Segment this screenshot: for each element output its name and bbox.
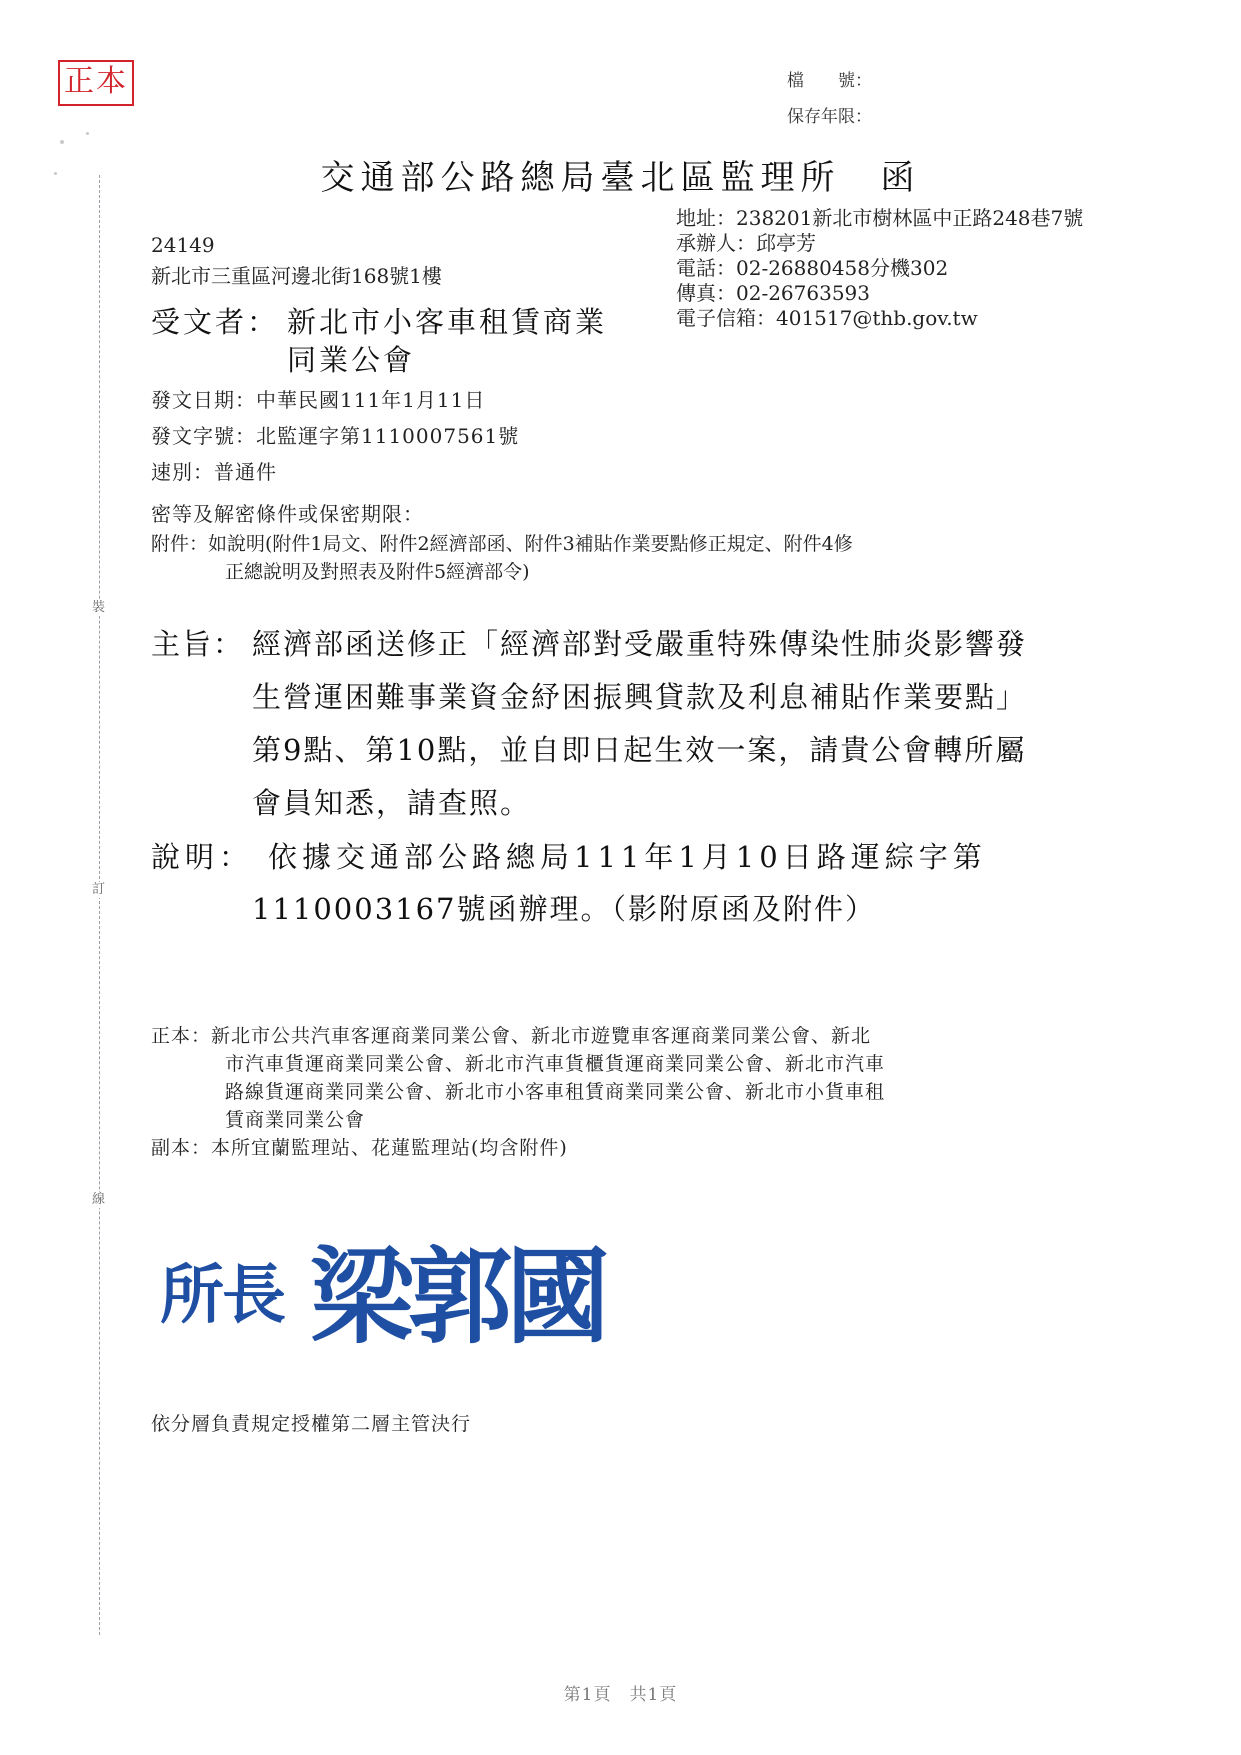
signature-name: 梁郭國 [310, 1235, 605, 1355]
subject-line-4: 會員知悉，請查照。 [252, 786, 532, 820]
recipient-postal-code: 24149 [151, 233, 215, 257]
sender-phone: 電話：02-26880458分機302 [676, 256, 949, 280]
issue-date: 發文日期：中華民國111年1月11日 [151, 388, 486, 412]
subject-line-3: 第9點、第10點，並自即日起生效一案，請貴公會轉所屬 [252, 733, 1027, 767]
original-stamp: 正本 [58, 60, 134, 106]
original-recipients-line-3: 路線貨運商業同業公會、新北市小客車租賃商業同業公會、新北市小貨車租 [225, 1081, 886, 1103]
binding-mark-xian: 線 [92, 1192, 106, 1207]
sender-address: 地址：238201新北市樹林區中正路248巷7號 [676, 206, 1084, 230]
explanation-line-2: 1110003167號函辦理。（影附原函及附件） [252, 892, 877, 926]
scan-speck [60, 140, 64, 144]
original-recipients-line-1: 正本：新北市公共汽車客運商業同業公會、新北市遊覽車客運商業同業公會、新北 [151, 1025, 872, 1047]
binding-line [99, 175, 100, 1635]
subject-label: 主旨： [151, 627, 245, 661]
sender-fax: 傳真：02-26763593 [676, 281, 871, 305]
director-signature [160, 1225, 660, 1355]
scan-speck [86, 132, 89, 135]
binding-mark-zhuang: 裝 [92, 600, 106, 615]
explanation-line-1: 依據交通部公路總局111年1月10日路運綜字第 [268, 840, 987, 874]
original-recipients-line-2: 市汽車貨運商業同業公會、新北市汽車貨櫃貨運商業同業公會、新北市汽車 [225, 1053, 886, 1075]
document-number: 發文字號：北監運字第1110007561號 [151, 424, 520, 448]
subject-line-2: 生營運困難事業資金紓困振興貸款及利息補貼作業要點」 [252, 680, 1028, 714]
recipient-label: 受文者： [151, 305, 280, 339]
sender-handler: 承辦人：邱亭芳 [676, 231, 816, 255]
copy-recipients: 副本：本所宜蘭監理站、花蓮監理站(均含附件) [151, 1137, 568, 1159]
page-number: 第1頁 共1頁 [563, 1685, 678, 1705]
recipient-name-line2: 同業公會 [287, 343, 416, 377]
document-title: 交通部公路總局臺北區監理所 函 [320, 158, 921, 198]
delegation-note: 依分層負責規定授權第二層主管決行 [151, 1413, 472, 1435]
subject-line-1: 經濟部函送修正「經濟部對受嚴重特殊傳染性肺炎影響發 [252, 627, 1028, 661]
recipient-name-line1: 新北市小客車租賃商業 [287, 305, 608, 339]
explanation-label: 說明： [151, 840, 254, 874]
original-recipients-line-4: 賃商業同業公會 [225, 1109, 366, 1131]
delivery-speed: 速別：普通件 [151, 460, 277, 484]
sender-email: 電子信箱：401517@thb.gov.tw [676, 306, 978, 330]
signature-title: 所長 [160, 1258, 284, 1333]
retention-period-label: 保存年限： [787, 107, 872, 127]
attachments-line-1: 附件：如說明(附件1局文、附件2經濟部函、附件3補貼作業要點修正規定、附件4修 [151, 533, 853, 555]
secrecy-level: 密等及解密條件或保密期限： [151, 502, 424, 526]
attachments-line-2: 正總說明及對照表及附件5經濟部令) [225, 561, 530, 583]
binding-mark-ding: 訂 [92, 882, 106, 897]
file-number-label: 檔 號： [787, 71, 872, 91]
recipient-address: 新北市三重區河邊北街168號1樓 [151, 264, 442, 288]
